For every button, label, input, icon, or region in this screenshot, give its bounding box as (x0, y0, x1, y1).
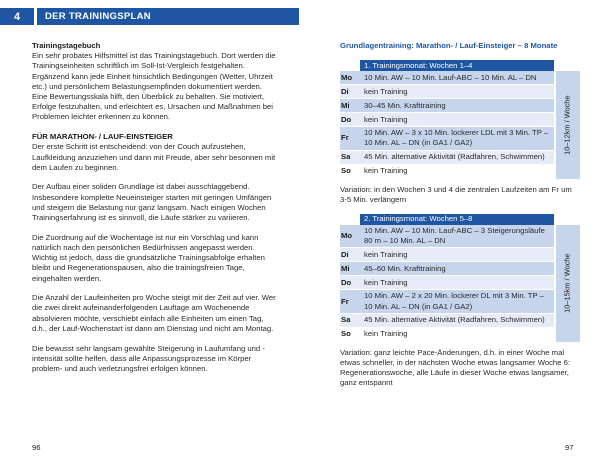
training-block-month-1 (340, 60, 580, 178)
table-row (340, 165, 554, 179)
page-number-left: 96 (32, 443, 41, 452)
table-row (340, 276, 554, 290)
training-block-month-2 (340, 214, 580, 342)
paragraph: Ein sehr probates Hilfsmittel ist das Trainingstagebuch. Dort werden die Trainingseinheiten schriftlich im Soll-Ist-Vergleich festgehalten. Ergänzend kann jede Einheit hinsichtlich Bedingungen (Wetter, Uhrzeit etc.) und persönlichem Belastungsempfinden dokumentiert werden. Eine Bewertungsskala hilft, den Überblick zu behalten. Sie motiviert, Erfolge festzuhalten, und erleichtert es, Ursachen und Maßnahmen bei Problemen leichter erkennen zu können. (32, 51, 276, 122)
table-row (340, 248, 554, 262)
session-text: 10 Min. AW – 3 x 10 Min. lockerer LDL mit 3 Min. TP – 10 Min. AL – DN (in GA1 / GA2) (360, 127, 554, 149)
day-label: Mo (340, 71, 360, 84)
day-label: Do (340, 113, 360, 126)
table-row (340, 225, 554, 248)
schedule-table (340, 71, 554, 178)
table-row (340, 71, 554, 85)
paragraph: Die Anzahl der Laufeinheiten pro Woche steigt mit der Zeit auf vier. Wer die zwei direkt aufeinanderfolgenden Lauftage am Wochenende absolvieren möchte, verschiebt einfach alle Einheiten um einen Tag, d.h., der Lauf-Wochenstart ist dann am Dienstag und nicht am Montag. (32, 293, 276, 333)
chapter-number: 4 (0, 8, 34, 25)
paragraph: Der erste Schritt ist entscheidend: von der Couch aufzustehen, Laufkleidung anzuziehen und dann mit Freude, aber sehr besonnen mit dem Laufen zu beginnen. (32, 142, 276, 172)
session-text: 10 Min. AW – 2 x 20 Min. lockerer DL mit 3 Min. TP – 10 Min. AL – DN (in GA1 / GA2) (360, 290, 554, 312)
session-text: 10 Min. AW – 10 Min. Lauf-ABC – 3 Steigerungsläufe 80 m – 10 Min. AL – DN (360, 225, 554, 247)
chapter-title: DER TRAININGSPLAN (37, 8, 299, 25)
session-text: 30–45 Min. Krafttraining (360, 99, 554, 112)
paragraph: Die bewusst sehr langsam gewählte Steigerung in Laufumfang und -intensität sollte helfen, dass alle Anpassungsprozesse im Körper problem- und auch verletzungsfrei erfolgen können. (32, 343, 265, 373)
table-row (340, 290, 554, 313)
table-row (340, 85, 554, 99)
session-text: kein Training (360, 165, 554, 178)
table-row (340, 127, 554, 150)
day-label: Sa (340, 151, 360, 164)
table-row (340, 113, 554, 127)
variation-note: Variation: ganz leichte Pace-Änderungen, d.h. in einer Woche mal etwas schneller, in der nächsten Woche etwas langsamer Woche 6: Regenerationswoche, alle Läufe in dieser Woche etwas langsamer, ganz entspannt (340, 347, 571, 388)
session-text: 45–60 Min. Krafttraining (360, 262, 554, 275)
paragraph: Die Zuordnung auf die Wochentage ist nur ein Vorschlag und kann natürlich nach den persönlichen Bedürfnissen angepasst werden. Wichtig ist jedoch, dass die grundsätzliche Trainingsabfolge erhalten bleibt und Regenerationspausen, also die trainingsfreien Tage, eingehalten werden. (32, 232, 265, 283)
session-text: 10 Min. AW – 10 Min. Lauf-ABC – 10 Min. AL – DN (360, 71, 554, 84)
day-label: Mi (340, 99, 360, 112)
session-text: kein Training (360, 85, 554, 98)
section-heading-einsteiger: FÜR MARATHON- / LAUF-EINSTEIGER (32, 132, 173, 142)
day-label: Do (340, 276, 360, 289)
left-column (32, 41, 276, 384)
day-label: Fr (340, 290, 360, 312)
section-heading-trainingstagebuch: Trainingstagebuch (32, 41, 101, 50)
day-label: So (340, 165, 360, 178)
variation-note: Variation: in den Wochen 3 und 4 die zentralen Laufzeiten am Fr um 3-5 Min. verlängern (340, 184, 572, 204)
schedule-table (340, 225, 554, 342)
session-text: kein Training (360, 248, 554, 261)
day-label: Sa (340, 314, 360, 327)
session-text: kein Training (360, 276, 554, 289)
day-label: Di (340, 248, 360, 261)
table-row (340, 99, 554, 113)
table-row (340, 151, 554, 165)
weekly-distance-label: 10–12km / Woche (556, 71, 580, 178)
session-text: kein Training (360, 113, 554, 126)
session-text: 45 Min. alternative Aktivität (Radfahren, Schwimmen) (360, 151, 554, 164)
block-header: 2. Trainingsmonat: Wochen 5–8 (360, 214, 554, 225)
table-row (340, 328, 554, 342)
session-text: 45 Min. alternative Aktivität (Radfahren, Schwimmen) (360, 314, 554, 327)
day-label: Mo (340, 225, 360, 247)
table-row (340, 314, 554, 328)
table-row (340, 262, 554, 276)
day-label: Fr (340, 127, 360, 149)
paragraph: Der Aufbau einer soliden Grundlage ist dabei ausschlaggebend. Insbesondere komplette Neueinsteiger starten mit geringen Umfängen und steigern die Belastung nur ganz langsam. Nach einigen Wochen Trainingserfahrung ist es sinnvoll, die Läufe stärker zu variieren. (32, 182, 272, 223)
block-header: 1. Trainingsmonat: Wochen 1–4 (360, 60, 554, 71)
day-label: Di (340, 85, 360, 98)
day-label: So (340, 328, 360, 341)
plan-title: Grundlagentraining: Marathon- / Lauf-Einsteiger – 8 Monate (340, 41, 558, 50)
weekly-distance-label: 10–15km / Woche (556, 225, 580, 342)
right-column (340, 41, 580, 398)
day-label: Mi (340, 262, 360, 275)
chapter-header (0, 8, 299, 25)
session-text: kein Training (360, 328, 554, 341)
page-number-right: 97 (565, 443, 574, 452)
